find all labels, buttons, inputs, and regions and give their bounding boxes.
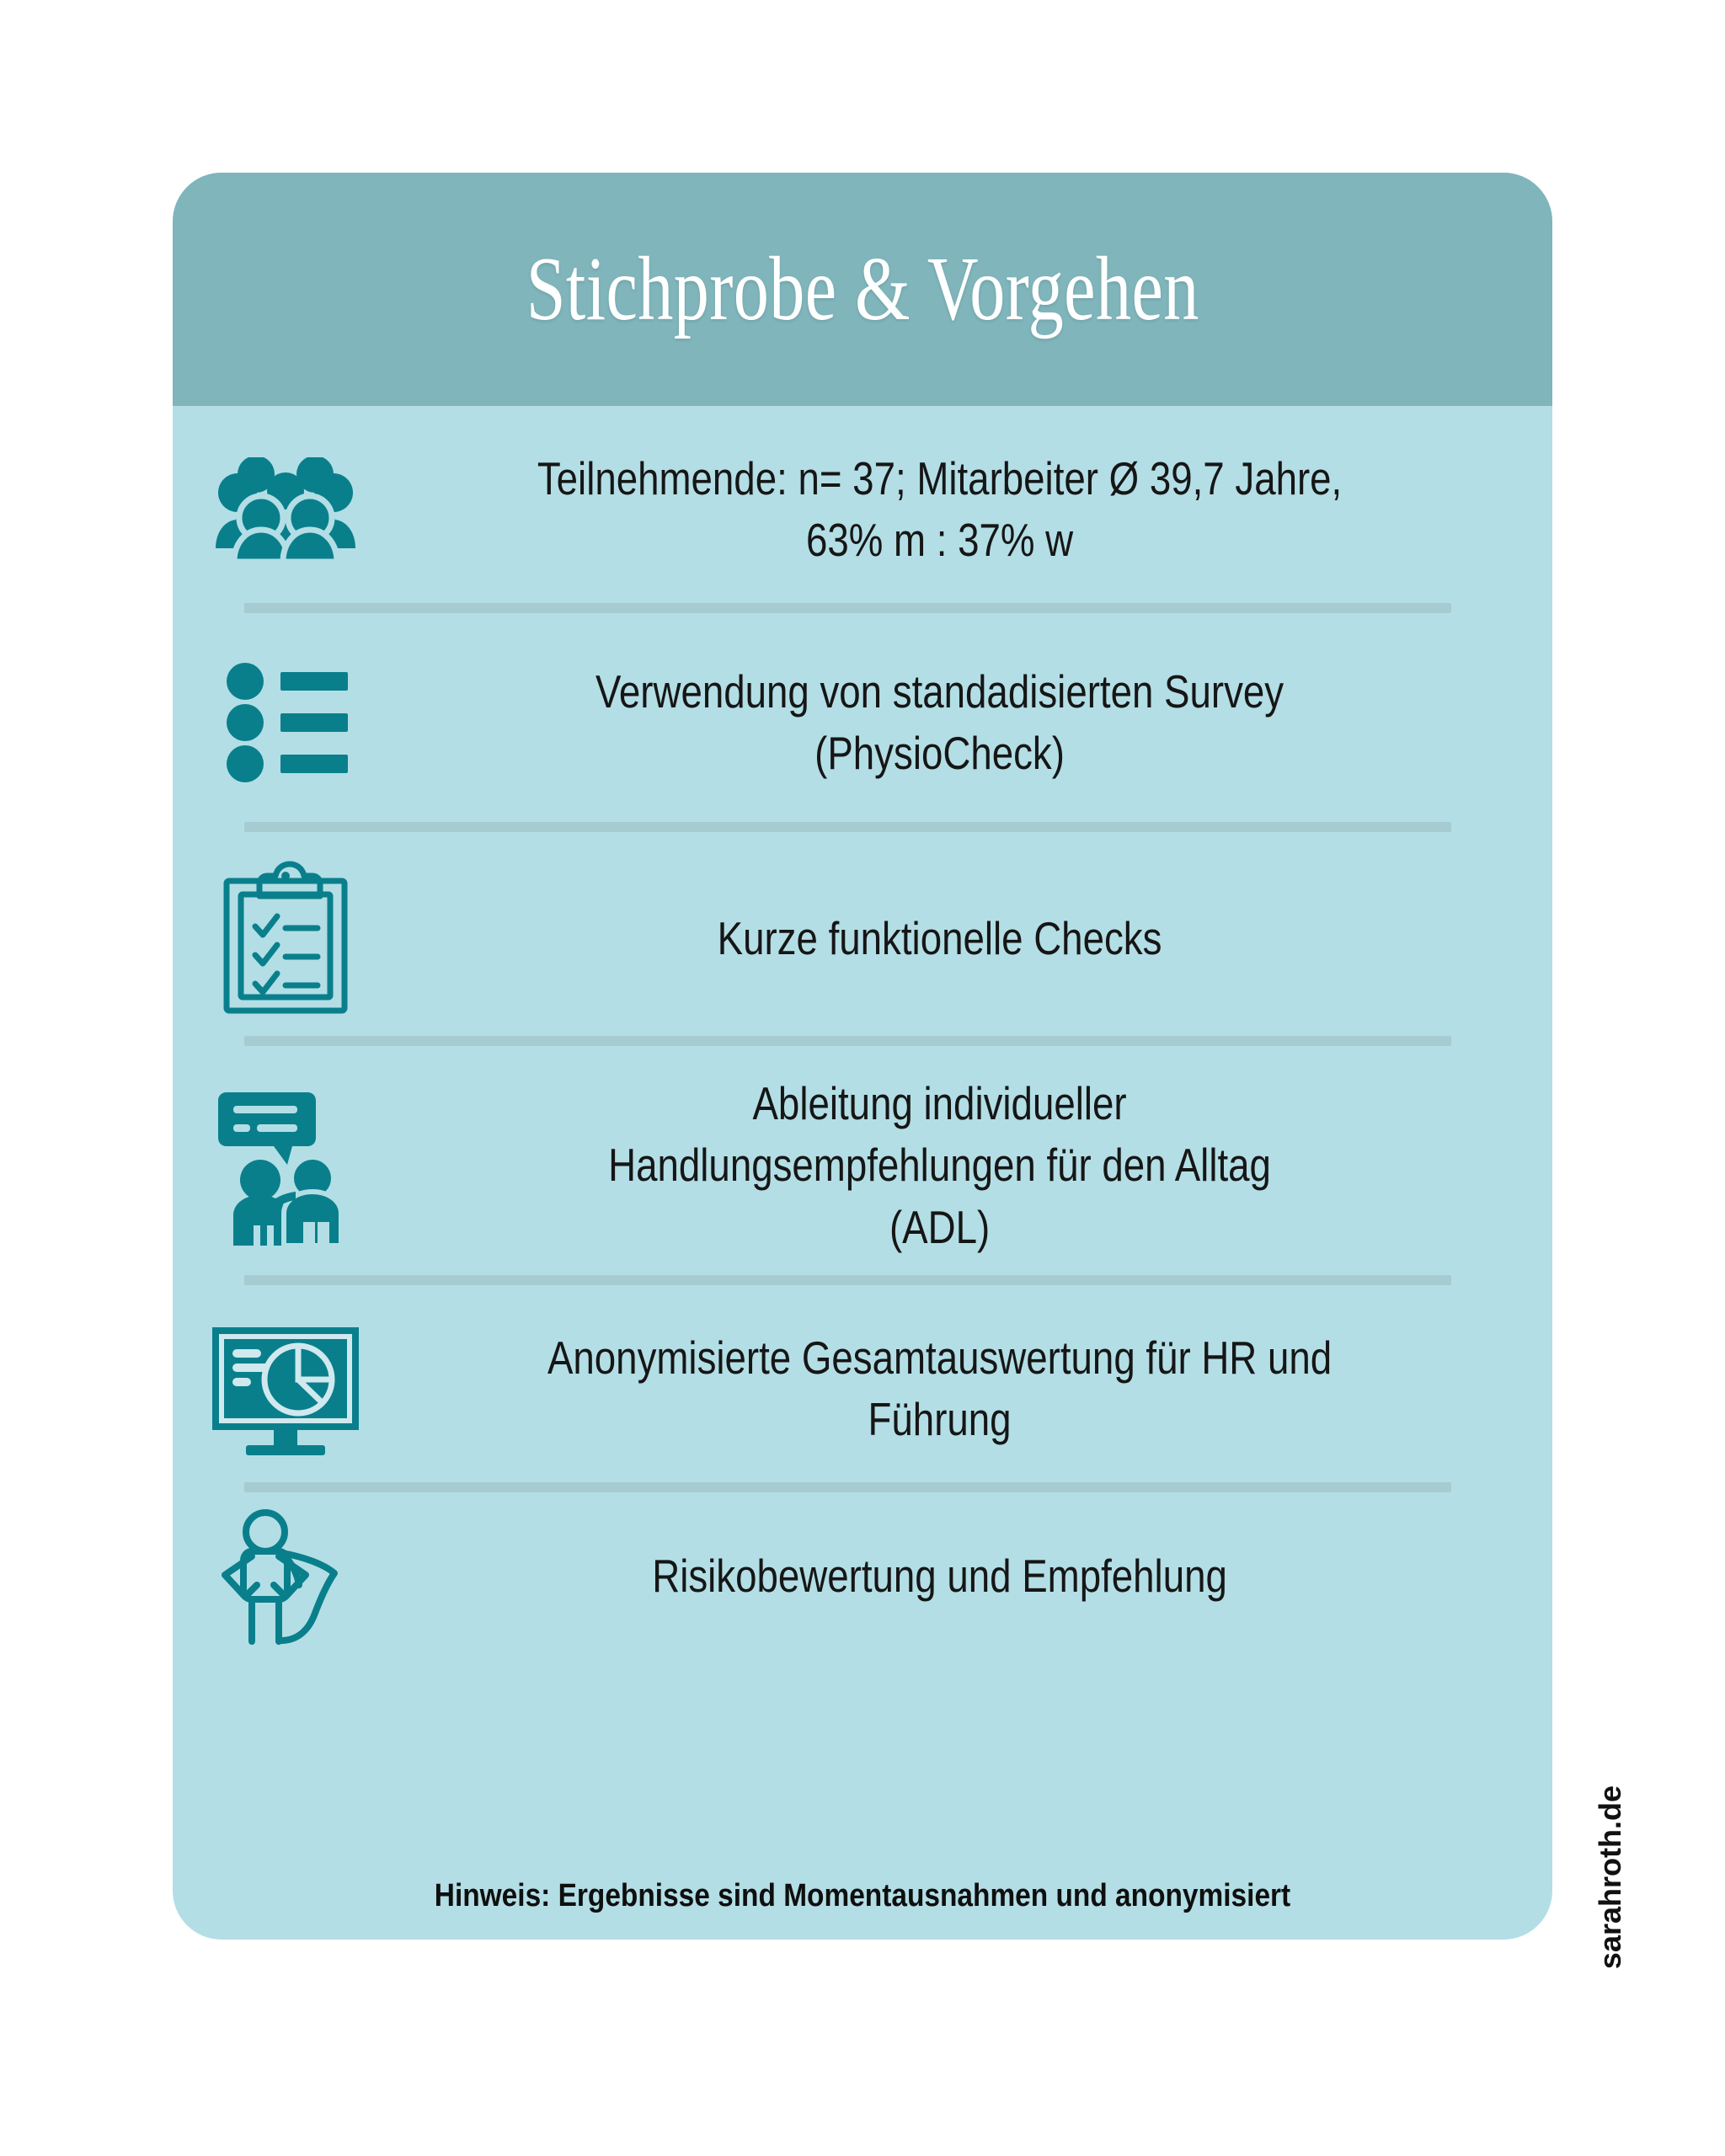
row-line-2: 63% m : 37% w — [805, 514, 1074, 566]
clipboard-checklist-icon — [173, 861, 398, 1017]
list-item-text — [492, 1327, 1407, 1450]
list-item — [173, 1285, 1552, 1492]
card-header — [173, 173, 1552, 406]
row-line-1: Risikobewertung und Empfehlung — [652, 1550, 1227, 1603]
list-item-text — [492, 1073, 1407, 1257]
row-line-1: Anonymisierte Gesamtauswertung für HR und — [547, 1331, 1332, 1384]
page-title: Stichprobe & Vorgehen — [526, 238, 1199, 339]
list-item — [173, 1046, 1552, 1285]
row-line-2: (PhysioCheck) — [814, 727, 1065, 779]
infographic-card — [173, 173, 1552, 1940]
superhero-cape-icon — [173, 1502, 398, 1651]
divider — [244, 603, 1451, 613]
list-item-text — [492, 1545, 1407, 1607]
row-line-1: Ableitung individueller — [752, 1077, 1127, 1130]
row-line-2: Handlungsempfehlungen für den Alltag — [608, 1139, 1271, 1192]
list-item — [173, 406, 1552, 613]
divider — [244, 1482, 1451, 1492]
row-line-1: Verwendung von standadisierten Survey — [595, 664, 1284, 718]
list-item-text — [492, 908, 1407, 969]
bulleted-list-icon — [173, 663, 398, 782]
list-item — [173, 832, 1552, 1046]
footer-note: Hinweis: Ergebnisse sind Momentausnahmen und anonymisiert — [434, 1878, 1291, 1913]
list-item — [173, 1492, 1552, 1661]
group-of-people-icon — [173, 457, 398, 562]
list-item-text — [492, 448, 1407, 571]
divider — [244, 822, 1451, 832]
watermark-sarahroth: sarahroth.de — [1593, 1785, 1627, 1969]
two-people-speech-bubble-icon — [173, 1086, 398, 1246]
row-line-3: (ADL) — [889, 1200, 991, 1253]
row-line-1: Teilnehmende: n= 37; Mitarbeiter Ø 39,7 Jahre, — [537, 451, 1343, 504]
list-item-text — [492, 661, 1407, 784]
row-line-2: Führung — [868, 1393, 1012, 1445]
monitor-pie-chart-icon — [173, 1322, 398, 1455]
row-line-1: Kurze funktionelle Checks — [717, 912, 1162, 965]
card-body — [173, 406, 1552, 1940]
divider — [244, 1275, 1451, 1285]
divider — [244, 1036, 1451, 1046]
list-item — [173, 613, 1552, 832]
